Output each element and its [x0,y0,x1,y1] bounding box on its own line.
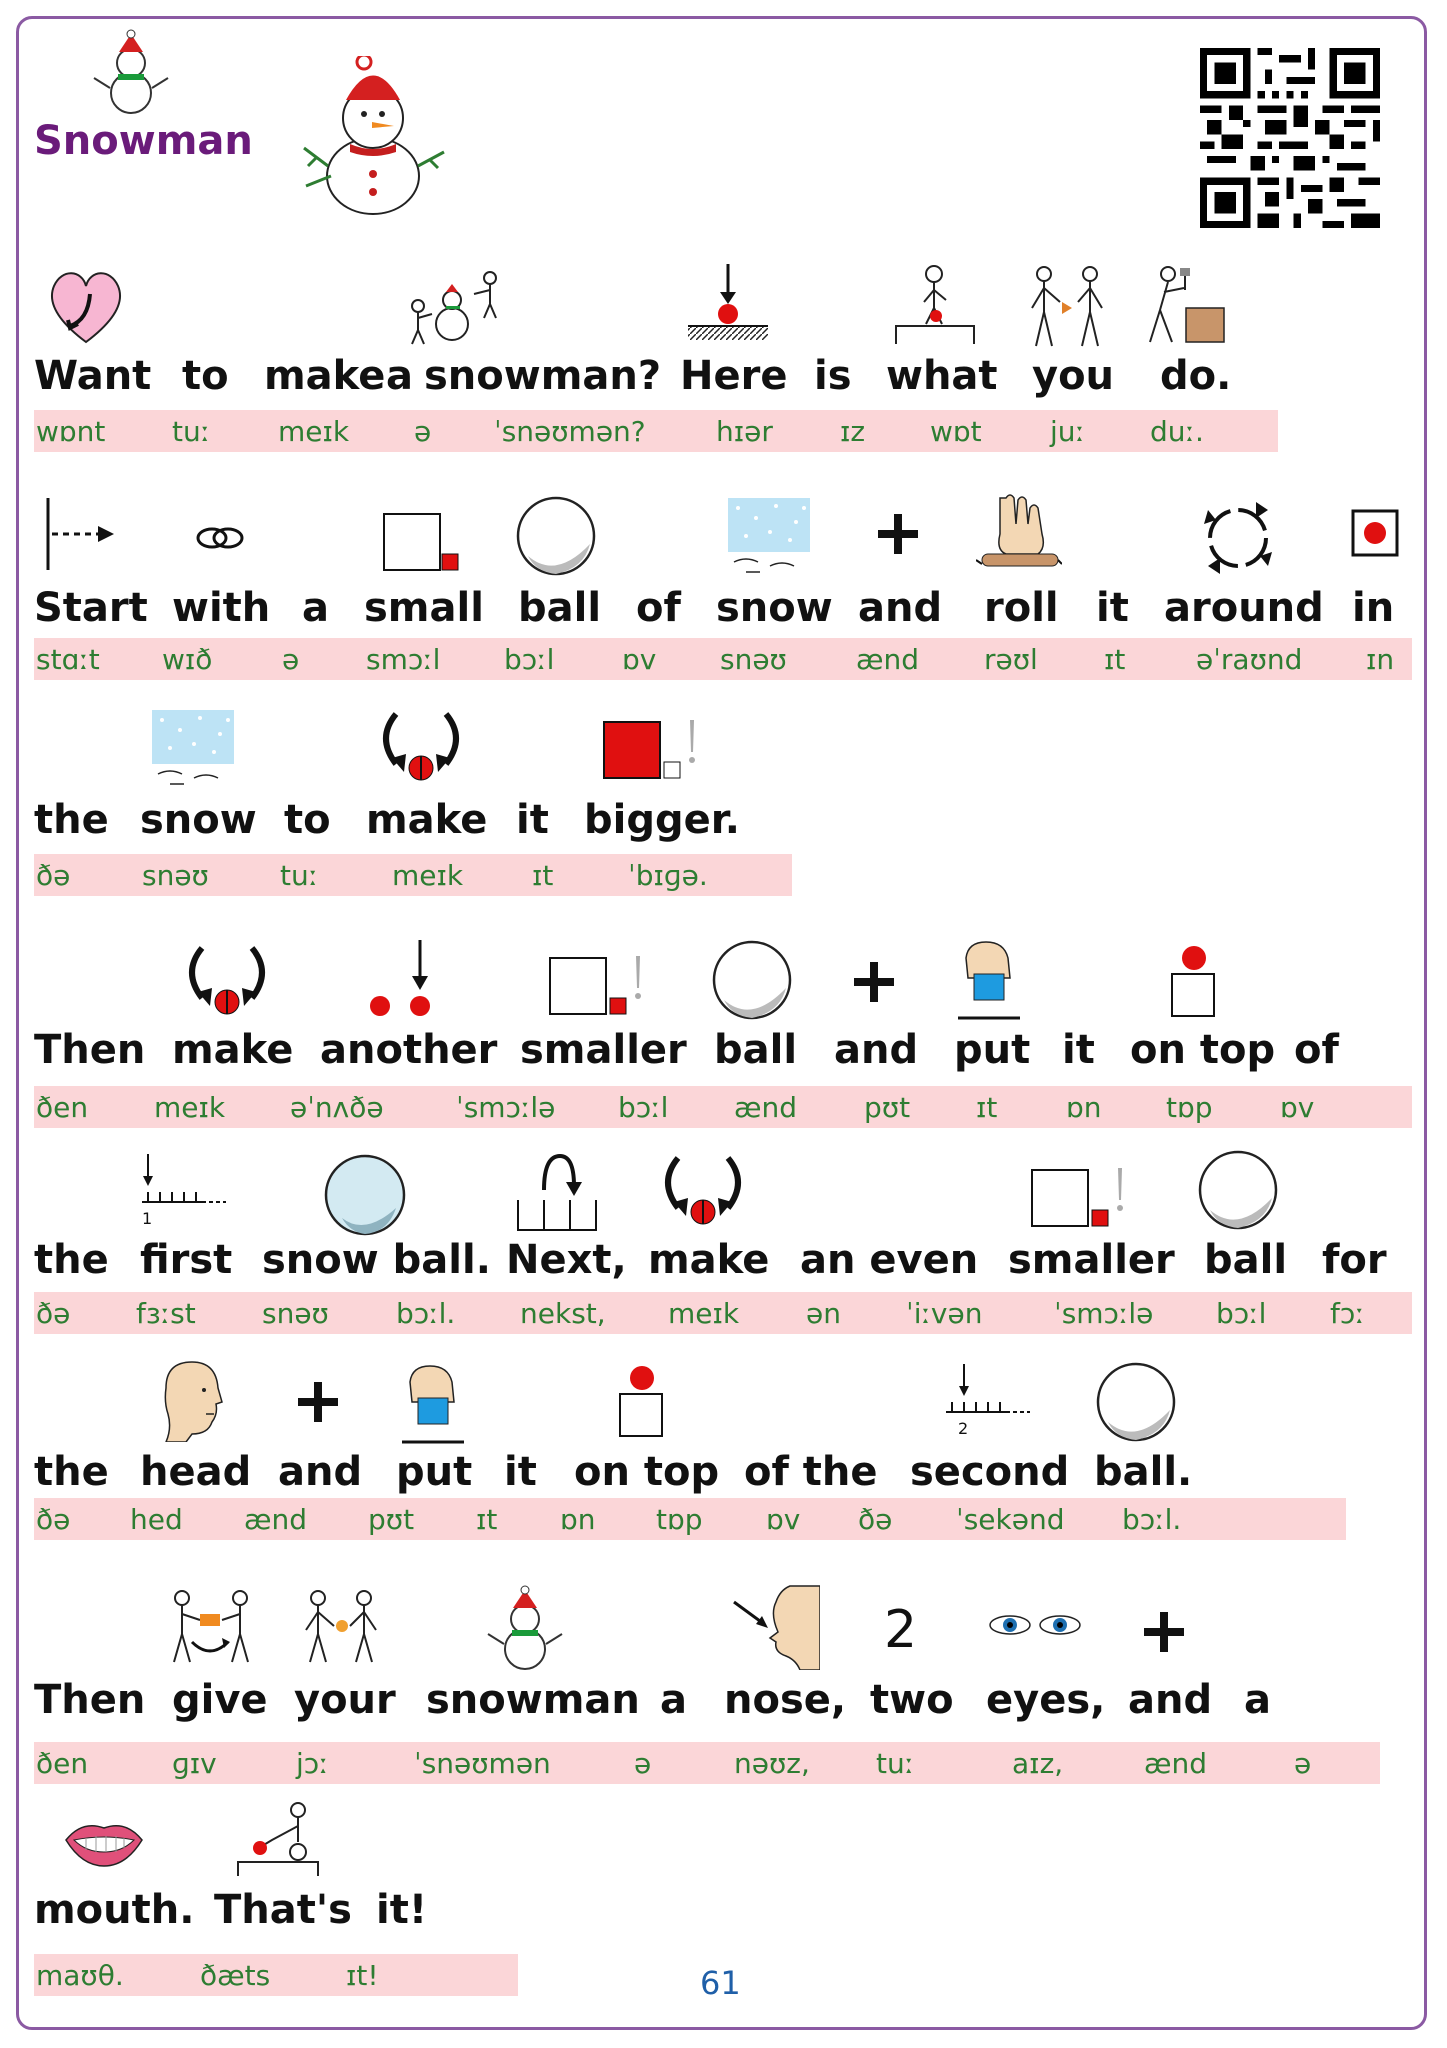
ipa-word: əˈnʌðə [290,1091,384,1124]
ipa-word: ɒn [560,1503,596,1536]
make-icon [654,1152,752,1228]
ipa-word: ɡɪv [172,1747,217,1780]
ipa-word: bɔːl [1216,1297,1267,1330]
word: second [910,1449,1070,1495]
word: to [284,797,331,843]
ball-icon [514,494,598,578]
word: it [1062,1027,1095,1073]
two-numeral: 2 [884,1600,918,1660]
ipa-word: ðə [36,1503,71,1536]
around-arrows-icon [1196,496,1280,580]
word: smaller [1008,1237,1175,1283]
ipa-word: wɪð [162,643,213,676]
ipa-word: tuː [280,859,319,892]
ipa-word: ɪt [976,1091,998,1124]
plus-icon [852,960,896,1004]
ball-icon [710,938,794,1022]
second-icon [942,1362,1032,1440]
word: it [1096,585,1129,631]
ipa-word: ɪz [840,415,866,448]
word: a [302,585,329,631]
word: first [140,1237,233,1283]
ipa-word: ˈsnəʊmən [414,1747,551,1780]
thats-it-icon [232,1800,324,1880]
ipa-word: hed [130,1503,183,1536]
ipa-word: meɪk [278,415,350,448]
word: Want [34,353,152,399]
ipa-word: ˈsnəʊmən? [494,415,646,448]
ipa-word: ænd [244,1503,308,1536]
word: give [172,1677,268,1723]
ipa-word: tuː [172,415,211,448]
word: your [294,1677,396,1723]
word: the [34,1237,109,1283]
smaller-icon [546,952,646,1018]
ipa-word: ðæts [200,1959,271,1992]
svg-text:1: 1 [142,1209,153,1228]
word: nose, [724,1677,847,1723]
ipa-word: smɔːl [366,643,441,676]
word: eyes, [986,1677,1106,1723]
ipa-word: ænd [856,643,920,676]
word: make [264,353,386,399]
ipa-word: meɪk [668,1297,740,1330]
snow-icon [150,708,236,788]
word: around [1164,585,1324,631]
you-icon [1026,262,1110,352]
ipa-word: nəʊz, [734,1747,810,1780]
your-icon [300,1586,384,1666]
word: ball [518,585,602,631]
small-snowman-icon [86,28,176,118]
word: Start [34,585,148,631]
ipa-word: ɪt [532,859,554,892]
ipa-word: ænd [734,1091,798,1124]
mouth-icon [62,1818,146,1868]
word: the [34,1449,109,1495]
plus-icon [296,1380,340,1424]
page-title: Snowman [34,118,253,164]
plus-icon [876,512,920,556]
ipa-word: ðen [36,1747,89,1780]
ipa-word: snəʊ [262,1297,329,1330]
word: ball [714,1027,798,1073]
ipa-word: ðə [858,1503,893,1536]
put-icon [398,1362,468,1448]
snowball-icon [322,1152,408,1238]
word: snowman [426,1677,640,1723]
snow-icon [726,496,812,576]
ipa-word: ɒn [1066,1091,1102,1124]
word: ball [1204,1237,1288,1283]
word: in [1352,585,1395,631]
word: Then [34,1677,146,1723]
ipa-word: nekst, [520,1297,606,1330]
ipa-word: pʊt [864,1091,911,1124]
ipa-word: bɔːl [504,643,555,676]
word: it! [376,1887,428,1933]
qr-code[interactable] [1200,48,1380,228]
ipa-word: ɪt [1104,643,1126,676]
ipa-word: ən [806,1297,841,1330]
svg-text:2: 2 [958,1419,969,1438]
ipa-word: ə [634,1747,652,1780]
ipa-word: meɪk [392,859,464,892]
ipa-word: bɔːl. [1122,1503,1182,1536]
start-arrow-icon [44,494,120,574]
ipa-word: duː. [1150,415,1204,448]
another-icon [364,940,434,1020]
ipa-word: ə [1294,1747,1312,1780]
ipa-word: ˈsekənd [956,1503,1065,1536]
snowman-drawing-icon [298,56,448,216]
word: snow [140,797,257,843]
what-icon [890,262,980,348]
ipa-word: bɔːl [618,1091,669,1124]
word: put [954,1027,1031,1073]
ipa-word: tɒp [656,1503,703,1536]
make-icon [372,708,470,784]
word: make [366,797,488,843]
do-icon [1142,262,1226,348]
word: put [396,1449,473,1495]
here-arrow-icon [684,262,770,346]
ipa-word: ɪt [476,1503,498,1536]
ipa-word: ðə [36,1297,71,1330]
word: do. [1160,353,1232,399]
word: a [660,1677,687,1723]
ipa-word: snəʊ [720,643,787,676]
word: with [172,585,271,631]
word: snowman? [424,353,662,399]
word: ball. [1094,1449,1193,1495]
ipa-word: tɒp [1166,1091,1213,1124]
word: Then [34,1027,146,1073]
word: for [1322,1237,1387,1283]
nose-icon [730,1584,820,1670]
word: a [386,353,413,399]
ipa-word: ə [282,643,300,676]
word: of the [744,1449,878,1495]
next-icon [514,1150,600,1234]
make-icon [178,942,276,1018]
plus-icon [1142,1610,1186,1654]
word: on top [1130,1027,1276,1073]
ipa-word: aɪz, [1012,1747,1064,1780]
ipa-word: wɒt [930,415,982,448]
ipa-word: juː [1050,415,1085,448]
ipa-word: ə [414,415,432,448]
ipa-word: ˈiːvən [906,1297,983,1330]
word: mouth. [34,1887,195,1933]
ipa-word: jɔː [296,1747,329,1780]
word: to [182,353,229,399]
word: two [870,1677,954,1723]
with-rings-icon [190,520,250,556]
ipa-word: ðə [36,859,71,892]
word: make [172,1027,294,1073]
put-icon [954,938,1024,1024]
ipa-band [34,410,1278,452]
on-top-icon [614,1364,670,1440]
word: it [504,1449,537,1495]
small-square-icon [380,508,464,574]
ipa-word: pʊt [368,1503,415,1536]
ipa-word: fɔː [1330,1297,1365,1330]
word: snow [716,585,833,631]
word: of [636,585,681,631]
word: another [320,1027,498,1073]
bigger-icon [600,716,710,786]
ipa-word: ɒv [766,1503,801,1536]
ipa-word: ɒv [622,643,657,676]
ipa-word: stɑːt [36,643,100,676]
eyes-icon [988,1610,1082,1640]
people-making-snowman-icon [404,262,508,348]
ipa-word: bɔːl. [396,1297,456,1330]
word: is [814,353,852,399]
word: you [1032,353,1115,399]
word: a [1244,1677,1271,1723]
give-icon [166,1586,256,1666]
first-icon [138,1152,228,1230]
ipa-word: ɪt! [346,1959,379,1992]
ipa-word: tuː [876,1747,915,1780]
ipa-word: ðen [36,1091,89,1124]
head-icon [152,1358,228,1442]
page-number: 61 [700,1964,741,2002]
ipa-word: ˈbɪɡə. [628,859,708,892]
in-icon [1350,508,1400,558]
word: make [648,1237,770,1283]
word: and [278,1449,363,1495]
word: bigger. [584,797,740,843]
smaller-icon [1028,1164,1128,1230]
ball-icon [1196,1148,1280,1232]
ipa-word: maʊθ. [36,1959,124,1992]
word: it [516,797,549,843]
word: Here [680,353,788,399]
ipa-word: əˈraʊnd [1196,643,1303,676]
snowman-icon [480,1584,570,1674]
word: on top [574,1449,720,1495]
ipa-word: hɪər [716,415,773,448]
word: what [886,353,998,399]
word: and [834,1027,919,1073]
ipa-word: rəʊl [984,643,1038,676]
word: roll [984,585,1059,631]
word: That's [214,1887,352,1933]
word: small [364,585,484,631]
roll-hand-icon [976,494,1062,572]
word: Next, [506,1237,627,1283]
ipa-word: fɜːst [136,1297,196,1330]
ball-icon [1094,1360,1178,1444]
ipa-word: meɪk [154,1091,226,1124]
on-top-icon [1166,944,1222,1020]
word: and [1128,1677,1213,1723]
word: snow ball. [262,1237,491,1283]
word: an even [800,1237,979,1283]
heart-want-icon [44,262,128,350]
word: head [140,1449,252,1495]
ipa-word: snəʊ [142,859,209,892]
word: and [858,585,943,631]
word: the [34,797,109,843]
ipa-word: ɒv [1280,1091,1315,1124]
word: smaller [520,1027,687,1073]
ipa-word: ænd [1144,1747,1208,1780]
ipa-word: ˈsmɔːlə [456,1091,556,1124]
ipa-word: ˈsmɔːlə [1054,1297,1154,1330]
ipa-word: wɒnt [36,415,106,448]
word: of [1294,1027,1339,1073]
ipa-word: ɪn [1366,643,1395,676]
